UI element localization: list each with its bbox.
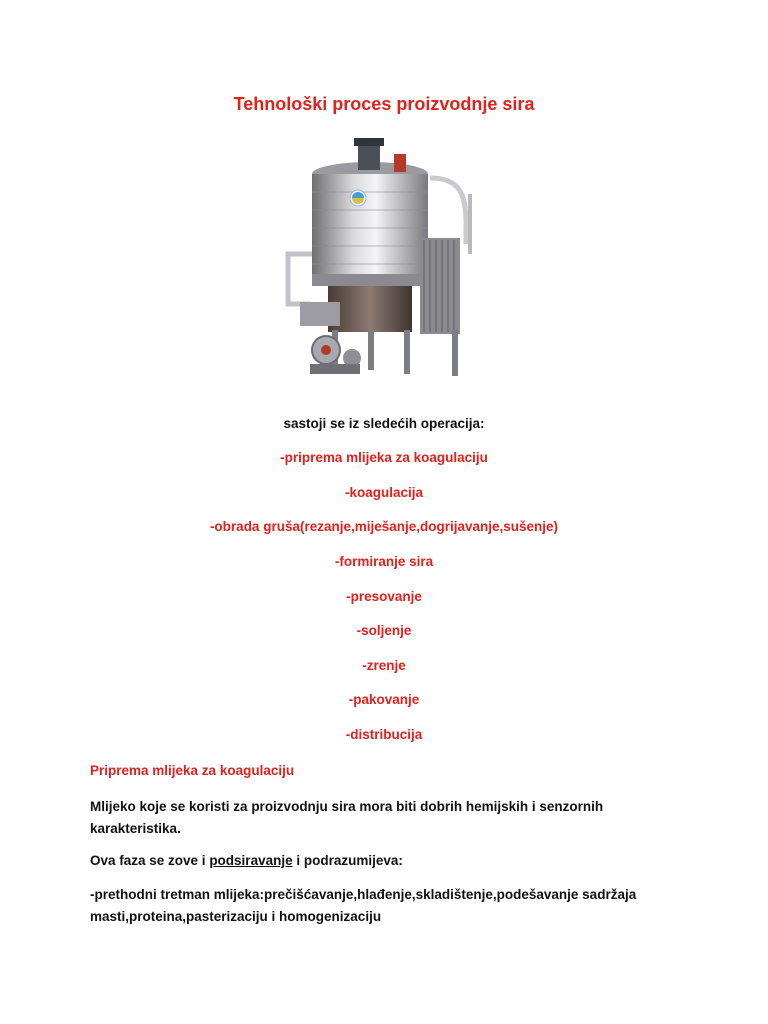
paragraph-quality: Mlijeko koje se koristi za proizvodnju sira mora biti dobrih hemijskih i senzornih karakteristika. <box>90 799 604 836</box>
phase-text-before: Ova faza se zove i <box>90 853 210 868</box>
operation-item: -zrenje <box>362 658 406 673</box>
section-heading: Priprema mlijeka za koagulaciju <box>90 763 295 778</box>
operation-item: -formiranje sira <box>334 554 434 569</box>
phase-text-after: i podrazumijeva: <box>292 853 403 868</box>
operation-item: -pakovanje <box>348 692 420 707</box>
intro-text: sastoji se iz sledećih operacija: <box>283 416 485 431</box>
operation-item: -priprema mlijeka za koagulaciju <box>280 450 488 465</box>
operation-item: -presovanje <box>346 589 422 604</box>
cheese-vat-image <box>270 134 490 386</box>
paragraph-pretreatment: -prethodni tretman mlijeka:prečišćavanje,hlađenje,skladištenje,podešavanje sadržaja masti,proteina,pasterizaciju i homogenizaciju <box>90 887 637 924</box>
operation-item: -koagulacija <box>344 485 424 500</box>
paragraph-phase <box>90 850 650 872</box>
phase-term: podsiravanje <box>209 853 293 868</box>
operation-item: -distribucija <box>345 727 423 742</box>
cheese-vat-icon <box>270 134 490 386</box>
page-title: Tehnološki proces proizvodnje sira <box>233 94 535 114</box>
operation-item: -obrada gruša(rezanje,miješanje,dogrijavanje,sušenje) <box>209 519 559 534</box>
operation-item: -soljenje <box>356 623 412 638</box>
